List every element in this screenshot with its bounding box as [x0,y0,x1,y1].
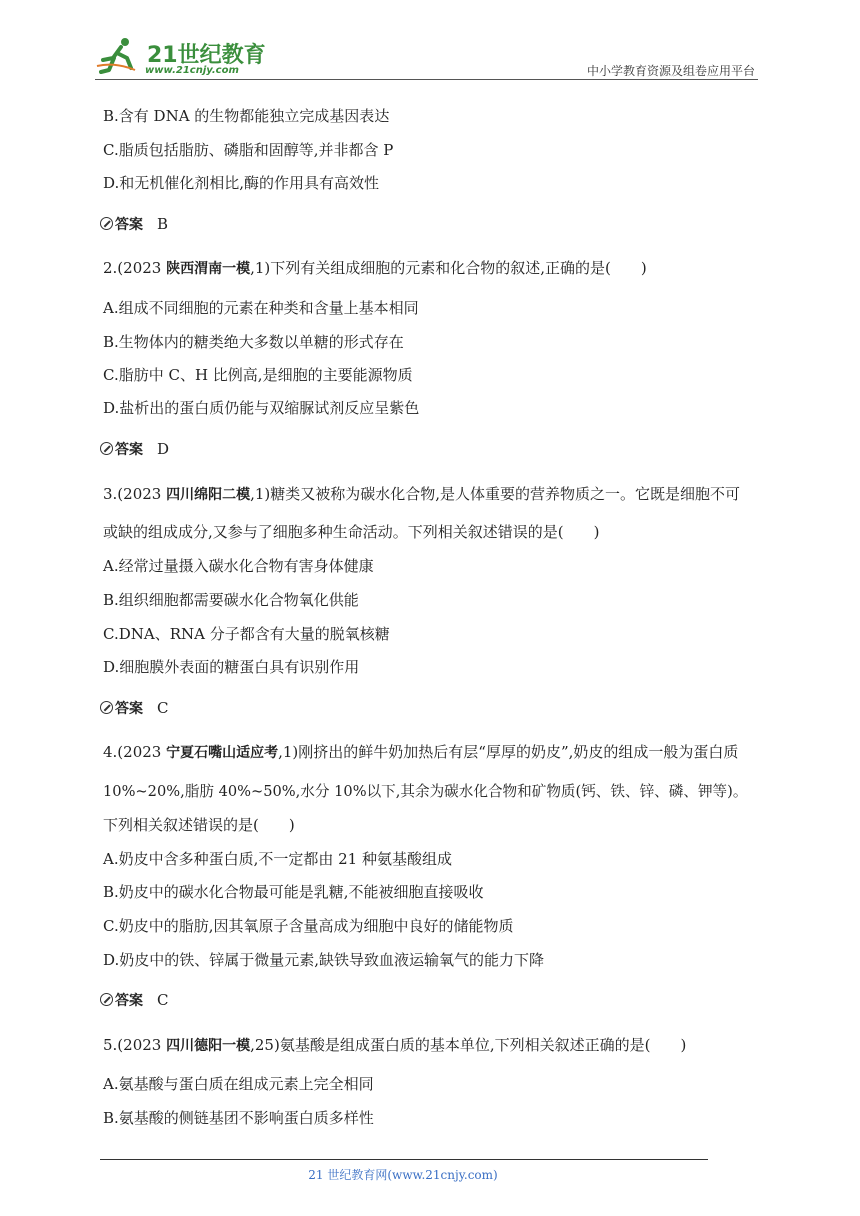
header-divider [95,79,758,80]
q5-option-a: A.氨基酸与蛋白质在组成元素上完全相同 [103,1075,374,1093]
logo-title: 21世纪教育 [147,43,266,68]
q4-stem-text: ,1)刚挤出的鲜牛奶加热后有层“厚厚的奶皮”,奶皮的组成一般为蛋白质 [278,743,739,761]
answer-icon [100,217,113,230]
q2-stem-text: ,1)下列有关组成细胞的元素和化合物的叙述,正确的是( ) [250,259,647,277]
answer-label: 答案 [115,442,143,458]
q2-option-c: C.脂肪中 C、H 比例高,是细胞的主要能源物质 [103,366,413,384]
logo-url: www.21cnjy.com [145,65,239,76]
q4-answer [100,990,168,1011]
q3-option-c: C.DNA、RNA 分子都含有大量的脱氧核糖 [103,625,390,643]
q5-source: 四川德阳一模 [166,1038,251,1054]
runner-logo-icon [95,36,145,76]
answer-icon [100,993,113,1006]
q5-stem [103,1035,686,1056]
q4-option-b: B.奶皮中的碳水化合物最可能是乳糖,不能被细胞直接吸收 [103,883,484,901]
q3-answer [100,698,168,719]
answer-label: 答案 [115,993,143,1009]
q1-option-c: C.脂质包括脂肪、磷脂和固醇等,并非都含 P [103,141,394,159]
q2-number: 2.(2023 [103,259,167,277]
q2-source: 陕西渭南一模 [166,261,251,277]
q3-option-a: A.经常过量摄入碳水化合物有害身体健康 [103,557,374,575]
q5-number: 5.(2023 [103,1036,167,1054]
page-header [95,36,755,80]
q3-stem [103,484,740,505]
q3-stem-line2: 或缺的组成成分,又参与了细胞多种生命活动。下列相关叙述错误的是( ) [103,523,600,541]
footer-divider [100,1159,708,1160]
logo[interactable] [95,36,265,80]
header-tagline: 中小学教育资源及组卷应用平台 [586,64,755,78]
q4-stem-line3: 下列相关叙述错误的是( ) [103,816,295,834]
answer-value: D [157,440,170,458]
q3-option-d: D.细胞膜外表面的糖蛋白具有识别作用 [103,658,360,676]
answer-icon [100,701,113,714]
q4-option-c: C.奶皮中的脂肪,因其氧原子含量高成为细胞中良好的储能物质 [103,917,514,935]
q2-option-d: D.盐析出的蛋白质仍能与双缩脲试剂反应呈紫色 [103,399,420,417]
q2-option-a: A.组成不同细胞的元素在种类和含量上基本相同 [103,299,419,317]
q3-number: 3.(2023 [103,485,167,503]
answer-value: C [157,991,169,1009]
q3-stem-text: ,1)糖类又被称为碳水化合物,是人体重要的营养物质之一。它既是细胞不可 [250,485,741,503]
q4-option-a: A.奶皮中含多种蛋白质,不一定都由 21 种氨基酸组成 [103,850,452,868]
q3-option-b: B.组织细胞都需要碳水化合物氧化供能 [103,591,359,609]
answer-value: B [157,215,169,233]
q2-stem [103,258,647,279]
q3-source: 四川绵阳二模 [166,487,251,503]
q2-answer [100,439,169,460]
q4-source: 宁夏石嘴山适应考 [166,745,279,761]
q1-option-d: D.和无机催化剂相比,酶的作用具有高效性 [103,174,380,192]
footer-link[interactable]: 21 世纪教育网(www.21cnjy.com) [308,1168,498,1182]
q1-answer [100,214,168,235]
q4-number: 4.(2023 [103,743,167,761]
q5-option-b: B.氨基酸的侧链基团不影响蛋白质多样性 [103,1109,374,1127]
q1-option-b: B.含有 DNA 的生物都能独立完成基因表达 [103,107,390,125]
answer-icon [100,442,113,455]
q4-stem [103,742,738,763]
q5-stem-text: ,25)氨基酸是组成蛋白质的基本单位,下列相关叙述正确的是( ) [250,1036,687,1054]
answer-value: C [157,699,169,717]
q2-option-b: B.生物体内的糖类绝大多数以单糖的形式存在 [103,333,404,351]
q4-option-d: D.奶皮中的铁、锌属于微量元素,缺铁导致血液运输氧气的能力下降 [103,951,545,969]
answer-label: 答案 [115,701,143,717]
page-footer [0,1166,860,1183]
q4-stem-line2: 10%~20%,脂肪 40%~50%,水分 10%以下,其余为碳水化合物和矿物质(钙、铁、锌、磷、钾等)。 [103,783,748,800]
answer-label: 答案 [115,217,143,233]
